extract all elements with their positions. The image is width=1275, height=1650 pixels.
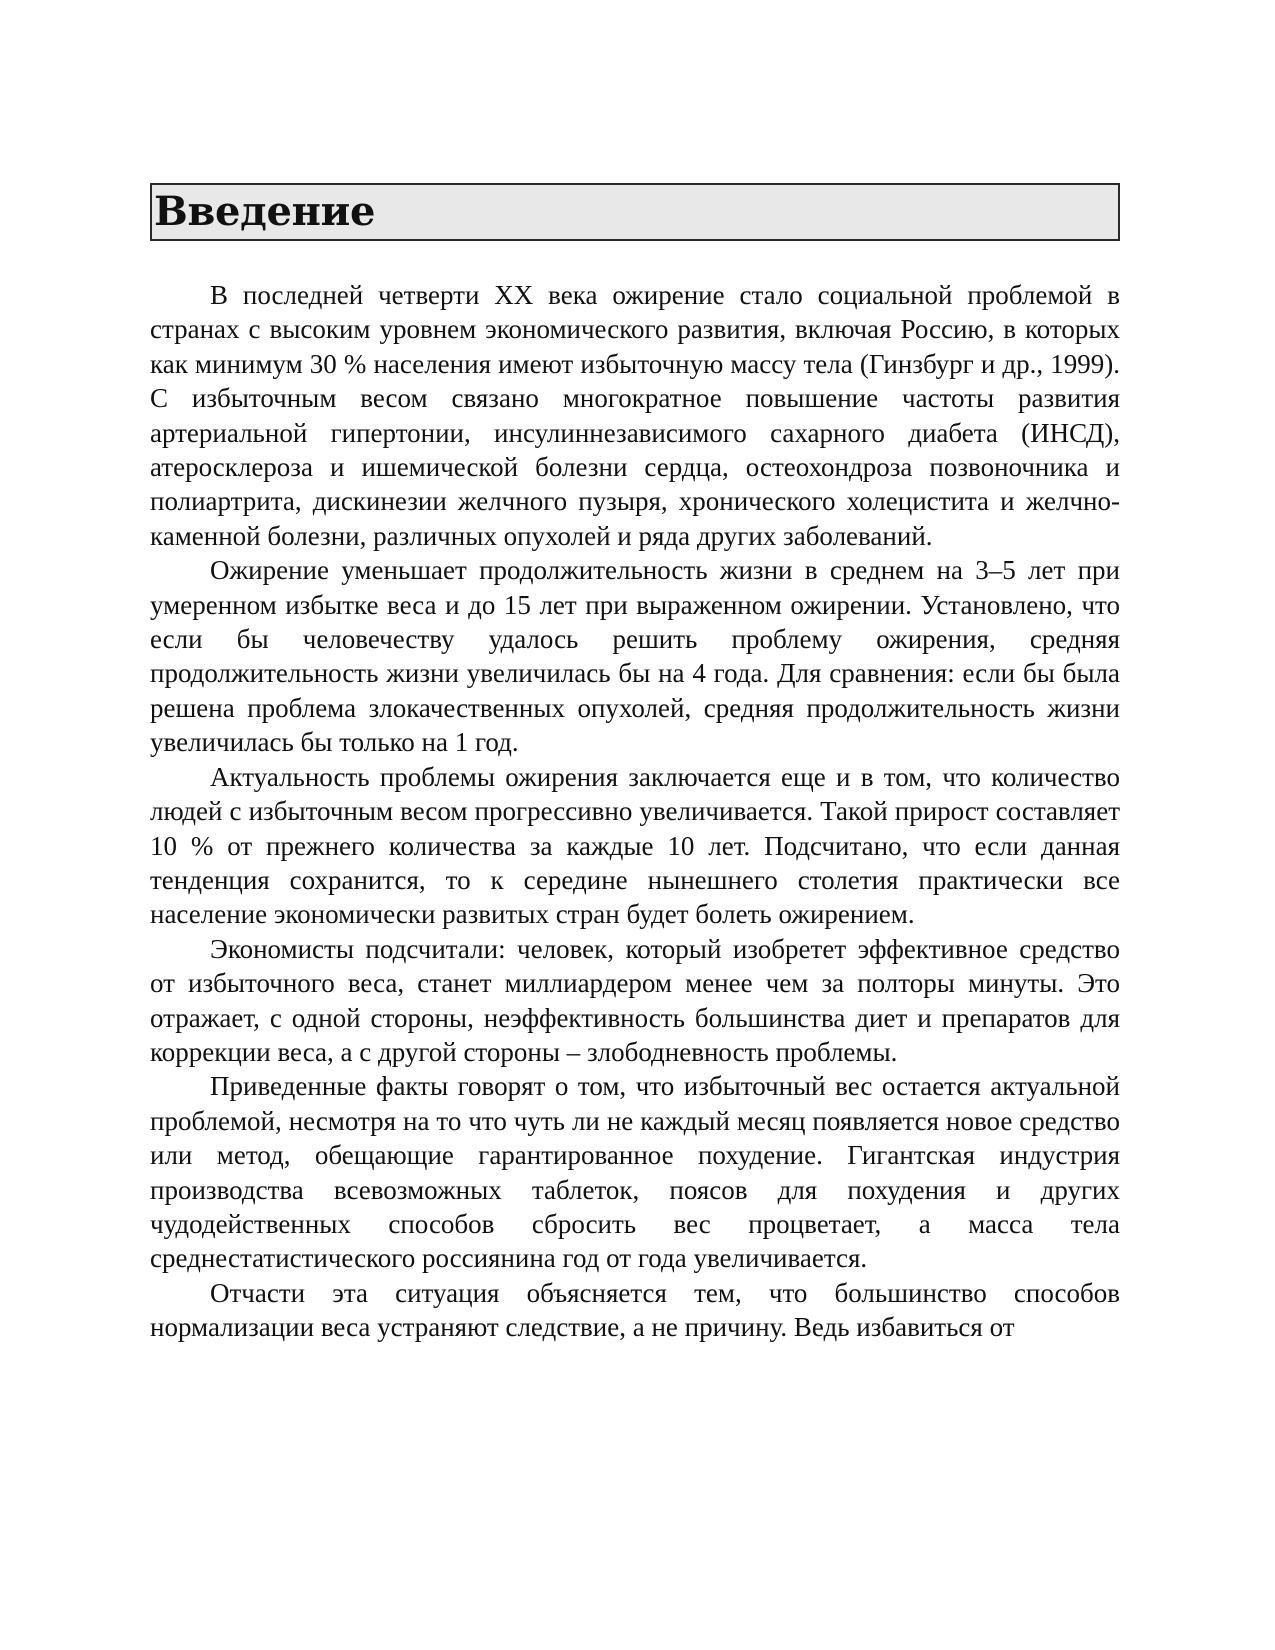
section-heading-box — [150, 183, 1120, 241]
paragraph-3: Актуальность проблемы ожирения заключается еще и в том, что количество людей с избыточным весом прогрессивно увеличивается. Такой прирост составляет 10 % от прежнего количества за каждые 10 лет. Подсчитано, что если данная тенденция сохранится, то к середине нынешнего столетия практически все население экономически развитых стран будет болеть ожирением. — [150, 761, 1120, 930]
paragraph-6: Отчасти эта ситуация объясняется тем, что большинство способов нормализации веса устраняют следствие, а не причину. Ведь избавиться от — [150, 1277, 1120, 1343]
section-heading: Введение — [154, 188, 376, 235]
paragraph-2: Ожирение уменьшает продолжительность жизни в среднем на 3–5 лет при умеренном избытке веса и до 15 лет при выраженном ожирении. Установлено, что если бы человечеству удалось решить проблему ожирения, средняя продолжительность жизни увеличилась бы на 4 года. Для сравнения: если бы была решена проблема злокачественных опухолей, средняя продолжительность жизни увеличилась бы только на 1 год. — [150, 555, 1120, 758]
body-text — [150, 278, 1120, 1345]
paragraph-5: Приведенные факты говорят о том, что избыточный вес остается актуальной проблемой, несмотря на то что чуть ли не каждый месяц появляется новое средство или метод, обещающие гарантированное похудение. Гигантская индустрия производства всевозможных таблеток, поясов для похудения и других чудодейственных способов сбросить вес процветает, а масса тела среднестатистического россиянина год от года увеличивается. — [150, 1071, 1120, 1274]
paragraph-1: В последней четверти XX века ожирение стало социальной проблемой в странах с высоким уровнем экономического развития, включая Россию, в которых как минимум 30 % населения имеют избыточную массу тела (Гинзбург и др., 1999). С избыточным весом связано многократное повышение частоты развития артериальной гипертонии, инсулиннезависимого сахарного диабета (ИНСД), атеросклероза и ишемической болезни сердца, остеохондроза позвоночника и полиартрита, дискинезии желчного пузыря, хронического холецистита и желчно-каменной болезни, различных опухолей и ряда других заболеваний. — [150, 280, 1120, 551]
paragraph-4: Экономисты подсчитали: человек, который изобретет эффективное средство от избыточного веса, станет миллиардером менее чем за полторы минуты. Это отражает, с одной стороны, неэффективность большинства диет и препаратов для коррекции веса, а с другой стороны – злободневность проблемы. — [150, 933, 1120, 1067]
